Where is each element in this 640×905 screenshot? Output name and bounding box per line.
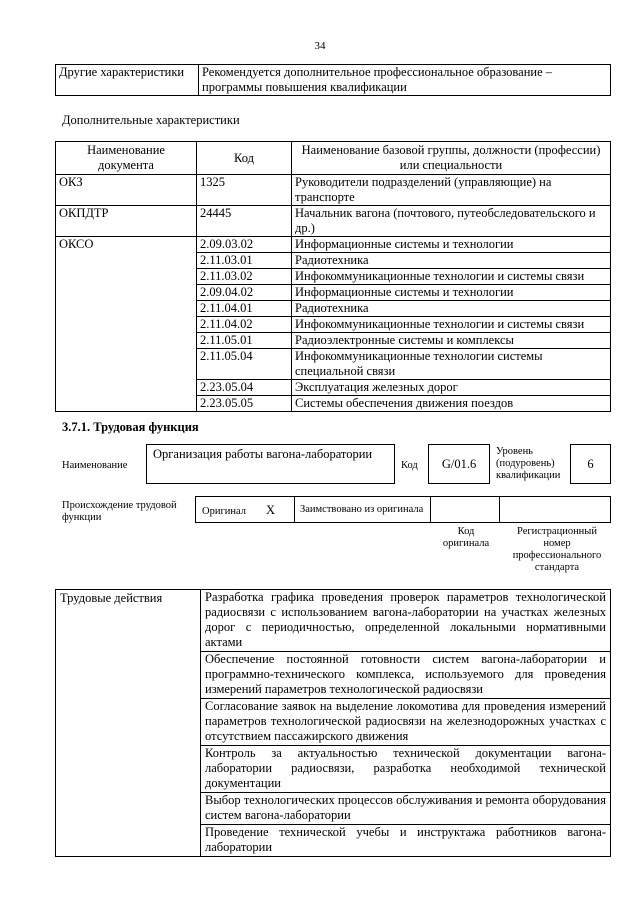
level-label: Уровень (подуровень) квалификации <box>496 446 561 481</box>
code-label: Код <box>401 460 418 471</box>
level-box <box>570 444 611 484</box>
group-name-cell: Системы обеспечения движения поездов <box>292 396 611 412</box>
function-code-value: G/01.6 <box>441 457 477 471</box>
group-name-cell: Руководители подразделений (управляющие) на транспорте <box>292 175 611 206</box>
group-name-cell: Информационные системы и технологии <box>292 285 611 301</box>
labor-action-item: Выбор технологических процессов обслуживания и ремонта оборудования систем вагона-лаборатории <box>201 793 610 825</box>
code-cell: 1325 <box>197 175 292 206</box>
reg-number-label: Регистрационный номер профессионального стандарта <box>512 526 602 573</box>
group-name-cell: Радиотехника <box>292 301 611 317</box>
code-cell: 2.23.05.05 <box>197 396 292 412</box>
code-cell: 2.23.05.04 <box>197 380 292 396</box>
group-name-cell: Инфокоммуникационные технологии и системы связи <box>292 317 611 333</box>
labor-action-item: Проведение технической учебы и инструктажа работников вагона-лаборатории <box>205 825 606 854</box>
table-row <box>56 206 611 237</box>
labor-actions-table <box>55 589 611 857</box>
header-group-name: Наименование базовой группы, должности (профессии) или специальности <box>292 142 611 175</box>
labor-action-item: Контроль за актуальностью технической документации вагона-лаборатории радиосвязи, разработка необходимой технической документации <box>201 746 610 793</box>
group-name-cell: Информационные системы и технологии <box>292 237 611 253</box>
code-cell: 2.11.03.02 <box>197 269 292 285</box>
group-name-cell: Радиотехника <box>292 253 611 269</box>
borrowed-cell <box>294 496 431 523</box>
code-cell: 2.09.03.02 <box>197 237 292 253</box>
group-name-cell: Инфокоммуникационные технологии системы специальной связи <box>292 349 611 380</box>
header-code: Код <box>197 142 292 175</box>
labor-action-item: Обеспечение постоянной готовности систем вагона-лаборатории и программно-технического комплекса, используемого для проведения измерений параметров технологической радиосвязи <box>201 652 610 699</box>
other-characteristics-table <box>55 64 611 96</box>
other-characteristics-value: Рекомендуется дополнительное профессиональное образование – программы повышения квалификации <box>199 65 611 96</box>
labor-function-title: 3.7.1. Трудовая функция <box>62 420 199 434</box>
code-original-label: Код оригинала <box>442 526 490 549</box>
group-name-cell: Радиоэлектронные системы и комплексы <box>292 333 611 349</box>
labor-action-item: Согласование заявок на выделение локомотива для проведения измерений параметров технологической радиосвязи на железнодорожных участках с отсутствием пассажирского движения <box>201 699 610 746</box>
additional-characteristics-heading: Дополнительные характеристики <box>62 113 240 127</box>
function-code-box <box>428 444 490 484</box>
document-name-cell: ОКСО <box>56 237 197 412</box>
labor-action-item: Разработка графика проведения проверок параметров технологической радиосвязи с использованием вагона-лаборатории на участках железных дорог с периодичностью, определенной локальными нормативными актами <box>201 590 610 652</box>
code-original-cell <box>430 496 500 523</box>
original-label: Оригинал <box>202 506 246 517</box>
name-label: Наименование <box>62 460 128 471</box>
document-name-cell: ОКПДТР <box>56 206 197 237</box>
code-cell: 2.11.05.01 <box>197 333 292 349</box>
code-cell: 2.11.05.04 <box>197 349 292 380</box>
original-mark: X <box>266 503 276 517</box>
table-row <box>56 237 611 253</box>
labor-actions-list <box>201 590 611 857</box>
group-name-cell: Начальник вагона (почтового, путеобследовательского и др.) <box>292 206 611 237</box>
other-characteristics-label: Другие характеристики <box>56 65 199 96</box>
group-name-cell: Инфокоммуникационные технологии и системы связи <box>292 269 611 285</box>
function-name-box <box>146 444 395 484</box>
code-cell: 24445 <box>197 206 292 237</box>
code-cell: 2.11.04.01 <box>197 301 292 317</box>
borrowed-label: Заимствовано из оригинала <box>300 504 424 515</box>
group-name-cell: Эксплуатация железных дорог <box>292 380 611 396</box>
code-cell: 2.09.04.02 <box>197 285 292 301</box>
original-cell <box>195 496 295 523</box>
reg-number-cell <box>499 496 611 523</box>
labor-actions-label: Трудовые действия <box>56 590 201 857</box>
code-cell: 2.11.03.01 <box>197 253 292 269</box>
code-cell: 2.11.04.02 <box>197 317 292 333</box>
page-number: 34 <box>314 40 326 52</box>
function-name-value: Организация работы вагона-лаборатории <box>153 447 373 461</box>
additional-characteristics-table <box>55 141 611 412</box>
origin-label: Происхождение трудовой функции <box>62 500 177 523</box>
document-name-cell: ОКЗ <box>56 175 197 206</box>
level-value: 6 <box>587 457 594 471</box>
header-document-name: Наименование документа <box>56 142 197 175</box>
table-row <box>56 175 611 206</box>
